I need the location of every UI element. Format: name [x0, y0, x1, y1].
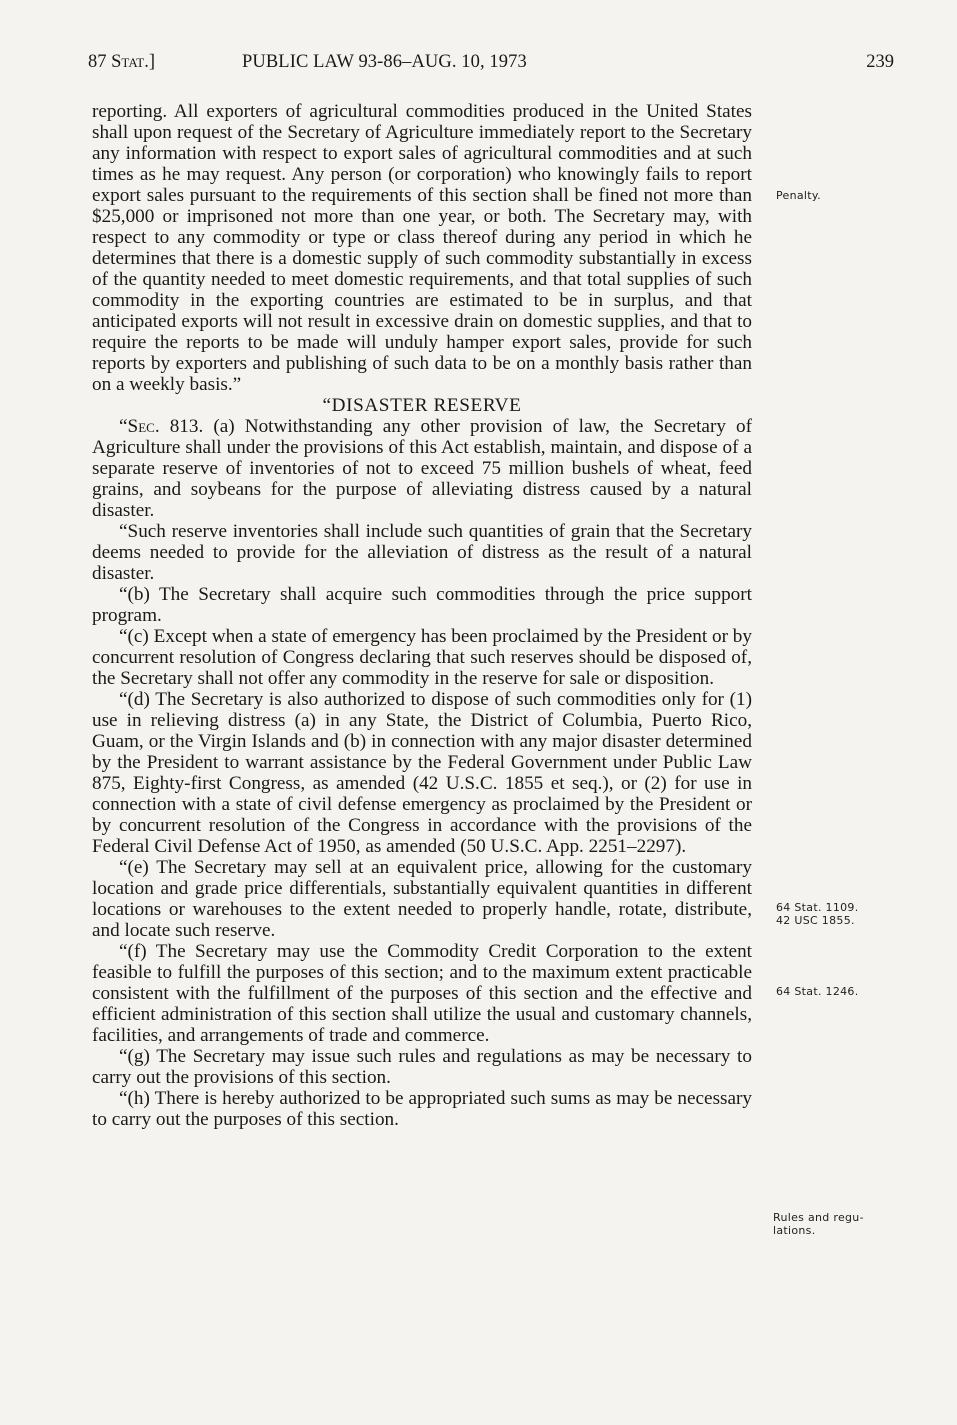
paragraph-f: “(f) The Secretary may use the Commodity Credit Corporation to the extent feasible to fulfill the purposes of this section; and to the maximum extent practicable consistent with the fulfillment of the purposes of this section and the effective and efficient administration of this section shall utilize the usual and customary channels, facilities, and arrangements of trade and commerce.: [92, 941, 752, 1046]
paragraph-a-text: 813. (a) Notwithstanding any other provision of law, the Secretary of Agriculture shall under the provisions of this Act establish, maintain, and dispose of a separate reserve of inventories of not to exceed 75 million bushels of wheat, feed grains, and soybeans for the purpose of alleviating distress caused by a natural disaster.: [92, 416, 752, 521]
header-bracket: ]: [148, 52, 155, 72]
margin-note-stat-1109: [776, 901, 859, 927]
margin-note-rules-line1: Rules and regu-: [773, 1211, 864, 1224]
page-number: 239: [866, 52, 894, 72]
margin-note-stat-1246: 64 Stat. 1246.: [776, 985, 859, 998]
public-law-title: PUBLIC LAW 93-86–AUG. 10, 1973: [242, 52, 527, 72]
margin-note-rules: [773, 1211, 903, 1237]
margin-note-usc-1855-line: 42 USC 1855.: [776, 914, 855, 927]
statute-reference: [88, 52, 155, 73]
paragraph-b: “(b) The Secretary shall acquire such commodities through the price support program.: [92, 584, 752, 626]
page-header: [88, 52, 894, 78]
paragraph-intro: reporting. All exporters of agricultural commodities produced in the United States shall upon request of the Secretary of Agriculture immediately report to the Secretary any information with respect to export sales of agricultural commodities and at such times as he may request. Any person (or corporation) who knowingly fails to report export sales pursuant to the requirements of this section shall be fined not more than $25,000 or imprisoned not more than one year, or both. The Secretary may, with respect to any commodity or type or class thereof during any period in which he determines that there is a domestic supply of such commodity substantially in excess of the quantity needed to meet domestic requirements, and that total supplies of such commodity in the exporting countries are estimated to be in surplus, and that anticipated exports will not result in excessive drain on domestic supplies, and that to require the reports to be made will unduly hamper export sales, provide for such reports by exporters and publishing of such data to be on a monthly basis rather than on a weekly basis.”: [92, 101, 752, 395]
paragraph-c: “(c) Except when a state of emergency has been proclaimed by the President or by concurrent resolution of Congress declaring that such reserves should be disposed of, the Secretary shall not offer any commodity in the reserve for sale or disposition.: [92, 626, 752, 689]
paragraph-h: “(h) There is hereby authorized to be appropriated such sums as may be necessary to carry out the purposes of this section.: [92, 1088, 752, 1130]
paragraph-g: “(g) The Secretary may issue such rules and regulations as may be necessary to carry out the provisions of this section.: [92, 1046, 752, 1088]
section-label: Sec.: [127, 416, 160, 437]
margin-note-penalty: Penalty.: [776, 189, 821, 202]
margin-note-stat-1109-line: 64 Stat. 1109.: [776, 901, 859, 914]
document-body: [92, 101, 752, 1130]
open-quote: “: [119, 416, 128, 437]
volume-number: 87: [88, 52, 107, 72]
stat-label: Stat.: [111, 52, 149, 72]
section-heading: “DISASTER RESERVE: [322, 395, 522, 416]
paragraph-reserve: “Such reserve inventories shall include such quantities of grain that the Secretary deems needed to provide for the alleviation of distress as the result of a natural disaster.: [92, 521, 752, 584]
margin-note-rules-line2: lations.: [773, 1224, 816, 1237]
paragraph-d: “(d) The Secretary is also authorized to dispose of such commodities only for (1) use in relieving distress (a) in any State, the District of Columbia, Puerto Rico, Guam, or the Virgin Islands and (b) in connection with any major disaster determined by the President to warrant assistance by the Federal Government under Public Law 875, Eighty-first Congress, as amended (42 U.S.C. 1855 et seq.), or (2) for use in connection with a state of civil defense emergency as proclaimed by the President or by concurrent resolution of the Congress in accordance with the provisions of the Federal Civil Defense Act of 1950, as amended (50 U.S.C. App. 2251–2297).: [92, 689, 752, 857]
paragraph-sec-813-a: [92, 416, 752, 521]
paragraph-e: “(e) The Secretary may sell at an equivalent price, allowing for the customary location and grade price differentials, substantially equivalent quantities in different locations or warehouses to the extent needed to properly handle, rotate, distribute, and locate such reserve.: [92, 857, 752, 941]
